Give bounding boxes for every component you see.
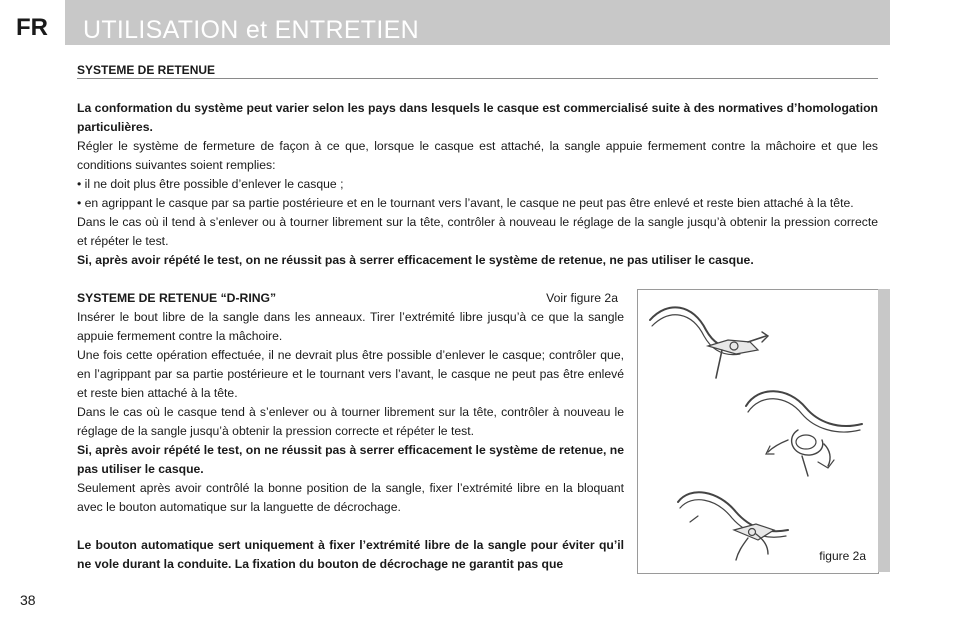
bullet-remove: • il ne doit plus être possible d’enlever le casque ; <box>77 177 344 191</box>
section-title: SYSTEME DE RETENUE <box>77 63 216 77</box>
restraint-system-text <box>77 99 878 270</box>
d-ring-illustration <box>638 290 878 573</box>
d-ring-paragraph-insert: Insérer le bout libre de la sangle dans les anneaux. Tirer l’extrémité libre jusqu’à ce que la sangle appuie fermement contre la mâchoire. <box>77 310 624 343</box>
language-code: FR <box>16 14 48 41</box>
figure-caption: figure 2a <box>819 549 866 563</box>
bullet-rotate: • en agrippant le casque par sa partie postérieure et en le tournant vers l’avant, le casque ne peut pas être enlevé et reste bien attaché à la tête. <box>77 196 854 210</box>
see-figure-reference: Voir figure 2a <box>546 291 618 305</box>
paragraph-homologation: La conformation du système peut varier selon les pays dans lesquels le casque est commercialisé suite à des normatives d’homologation particulières. <box>77 101 878 134</box>
d-ring-paragraph-warning: Si, après avoir répété le test, on ne réussit pas à serrer efficacement le système de retenue, ne pas utiliser le casque. <box>77 443 624 476</box>
d-ring-paragraph-check: Une fois cette opération effectuée, il ne devrait plus être possible d’enlever le casque; contrôler que, en l’agrippant par sa partie postérieure et le tournant vers l’avant, le casque ne peut pas être enlevé et reste bien attaché à la tête. <box>77 348 624 400</box>
paragraph-recheck: Dans le cas où il tend à s’enlever ou à tourner librement sur la tête, contrôler à nouveau le réglage de la sangle jusqu’à obtenir la pression correcte et répéter le test. <box>77 215 878 248</box>
figure-panel <box>637 289 879 574</box>
d-ring-heading-row <box>77 289 624 308</box>
page-number: 38 <box>20 592 36 608</box>
figure-side-bar <box>878 289 890 572</box>
header-bar <box>65 0 890 45</box>
d-ring-paragraph-recheck: Dans le cas où le casque tend à s’enlever ou à tourner librement sur la tête, contrôler à nouveau le réglage de la sangle jusqu’à obtenir la pression correcte et répéter le test. <box>77 405 624 438</box>
paragraph-adjust: Régler le système de fermeture de façon à ce que, lorsque le casque est attaché, la sangle appuie fermement contre la mâchoire et que les conditions suivantes soient remplies: <box>77 139 878 172</box>
d-ring-text <box>77 289 624 574</box>
page-title: UTILISATION et ENTRETIEN <box>83 16 419 44</box>
section-divider <box>77 78 878 79</box>
d-ring-heading: SYSTEME DE RETENUE “D-RING” <box>77 291 277 305</box>
d-ring-paragraph-fix: Seulement après avoir contrôlé la bonne position de la sangle, fixer l’extrémité libre en la bloquant avec le bouton automatique sur la languette de décrochage. <box>77 481 624 514</box>
spacer <box>77 517 624 536</box>
d-ring-paragraph-button: Le bouton automatique sert uniquement à fixer l’extrémité libre de la sangle pour éviter qu’il ne vole durant la conduite. La fixation du bouton de décrochage ne garantit pas que <box>77 538 624 571</box>
paragraph-warning: Si, après avoir répété le test, on ne réussit pas à serrer efficacement le système de retenue, ne pas utiliser le casque. <box>77 253 754 267</box>
